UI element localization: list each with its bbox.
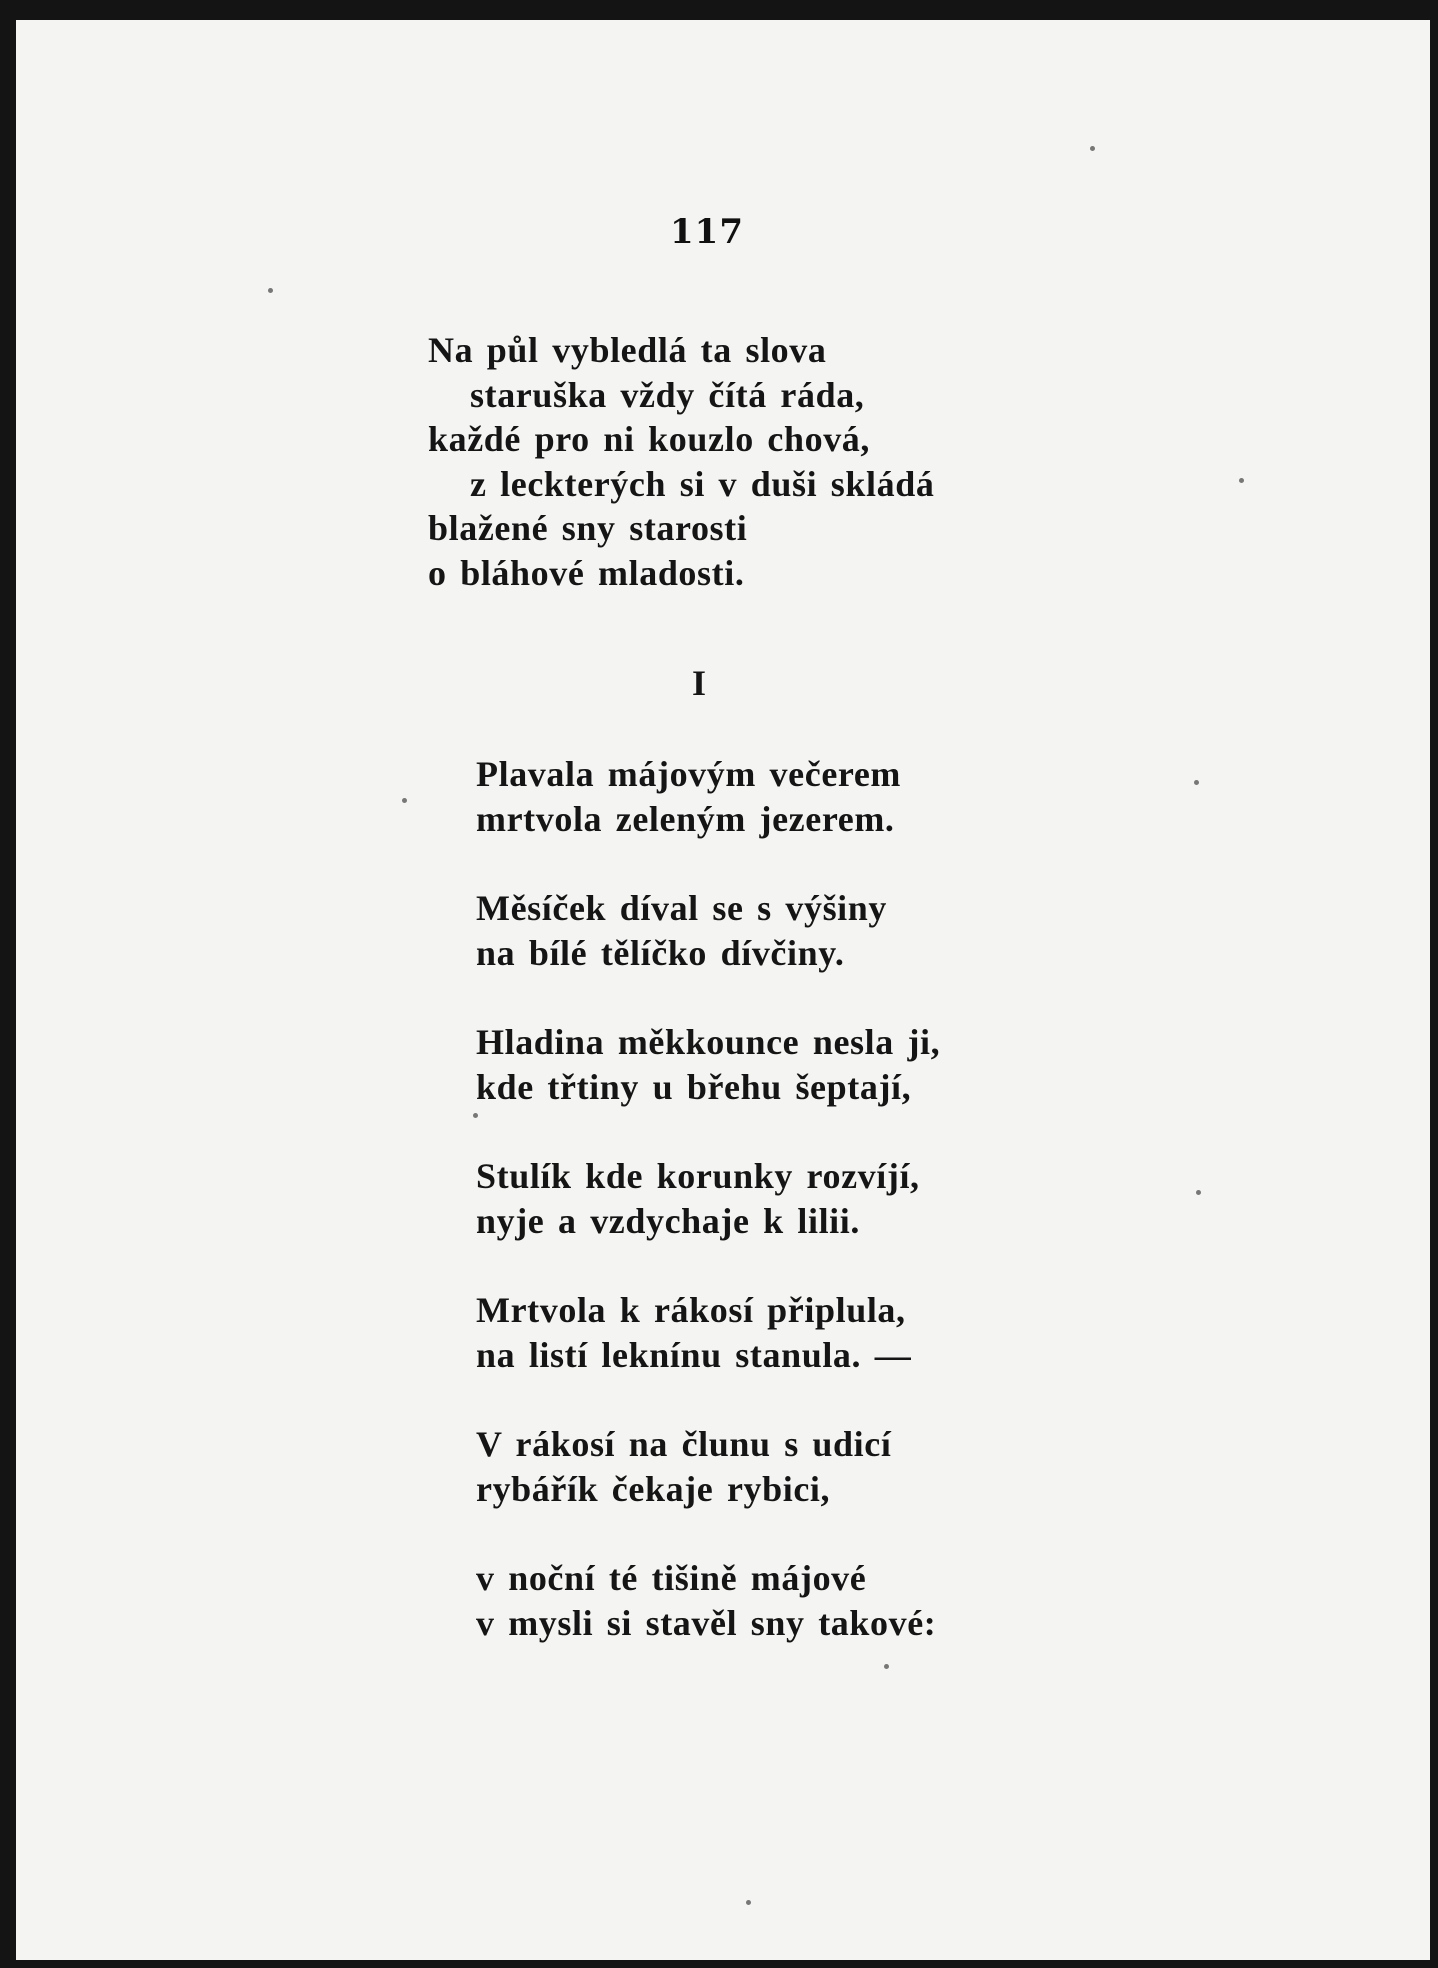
couplet <box>476 1288 940 1377</box>
couplet-line: kde třtiny u břehu šeptají, <box>476 1066 912 1107</box>
paper-speck <box>268 288 273 293</box>
section-heading: I <box>692 663 707 703</box>
intro-line: z leckterých si v duši skládá <box>470 463 935 504</box>
couplet-line: na bílé tělíčko dívčiny. <box>476 932 845 973</box>
paper-speck <box>884 1664 889 1669</box>
couplet <box>476 752 940 841</box>
couplet-line: Hladina měkkounce nesla ji, <box>476 1022 941 1062</box>
couplet <box>476 886 940 975</box>
couplet <box>476 1556 940 1645</box>
intro-line: o bláhové mladosti. <box>428 552 745 593</box>
intro-line: každé pro ni kouzlo chová, <box>428 419 870 459</box>
couplet-line: rybářík čekaje rybici, <box>476 1468 831 1509</box>
paper-speck <box>1090 146 1095 151</box>
page-number <box>16 212 1430 252</box>
couplet <box>476 1422 940 1511</box>
intro-line: blažené sny starosti <box>428 508 748 548</box>
page-content <box>16 20 1430 1960</box>
couplet-line: v mysli si stavěl sny takové: <box>476 1602 937 1643</box>
paper-speck <box>1196 1190 1201 1195</box>
book-page <box>16 20 1430 1960</box>
couplet-line: Stulík kde korunky rozvíjí, <box>476 1156 920 1196</box>
paper-speck <box>746 1900 751 1905</box>
paper-speck <box>1239 478 1244 483</box>
couplet <box>476 1154 940 1243</box>
couplet-line: na listí leknínu stanula. — <box>476 1334 912 1375</box>
paper-speck <box>1194 780 1199 785</box>
couplet-line: Měsíček díval se s výšiny <box>476 888 888 928</box>
couplet <box>476 1020 940 1109</box>
couplet-line: Mrtvola k rákosí připlula, <box>476 1290 906 1330</box>
couplet-line: Plavala májovým večerem <box>476 754 901 794</box>
intro-line: Na půl vybledlá ta slova <box>428 330 827 370</box>
couplet-line: nyje a vzdychaje k lilii. <box>476 1200 860 1241</box>
couplet-line: V rákosí na člunu s udicí <box>476 1424 892 1464</box>
paper-speck <box>402 798 407 803</box>
page-number-text: 117 <box>670 212 744 252</box>
couplet-line: v noční té tišině májové <box>476 1558 867 1598</box>
couplet-line: mrtvola zeleným jezerem. <box>476 798 895 839</box>
poem-couplets <box>476 752 940 1690</box>
intro-stanza <box>428 328 934 595</box>
paper-speck <box>473 1113 478 1118</box>
intro-line: staruška vždy čítá ráda, <box>470 374 865 415</box>
